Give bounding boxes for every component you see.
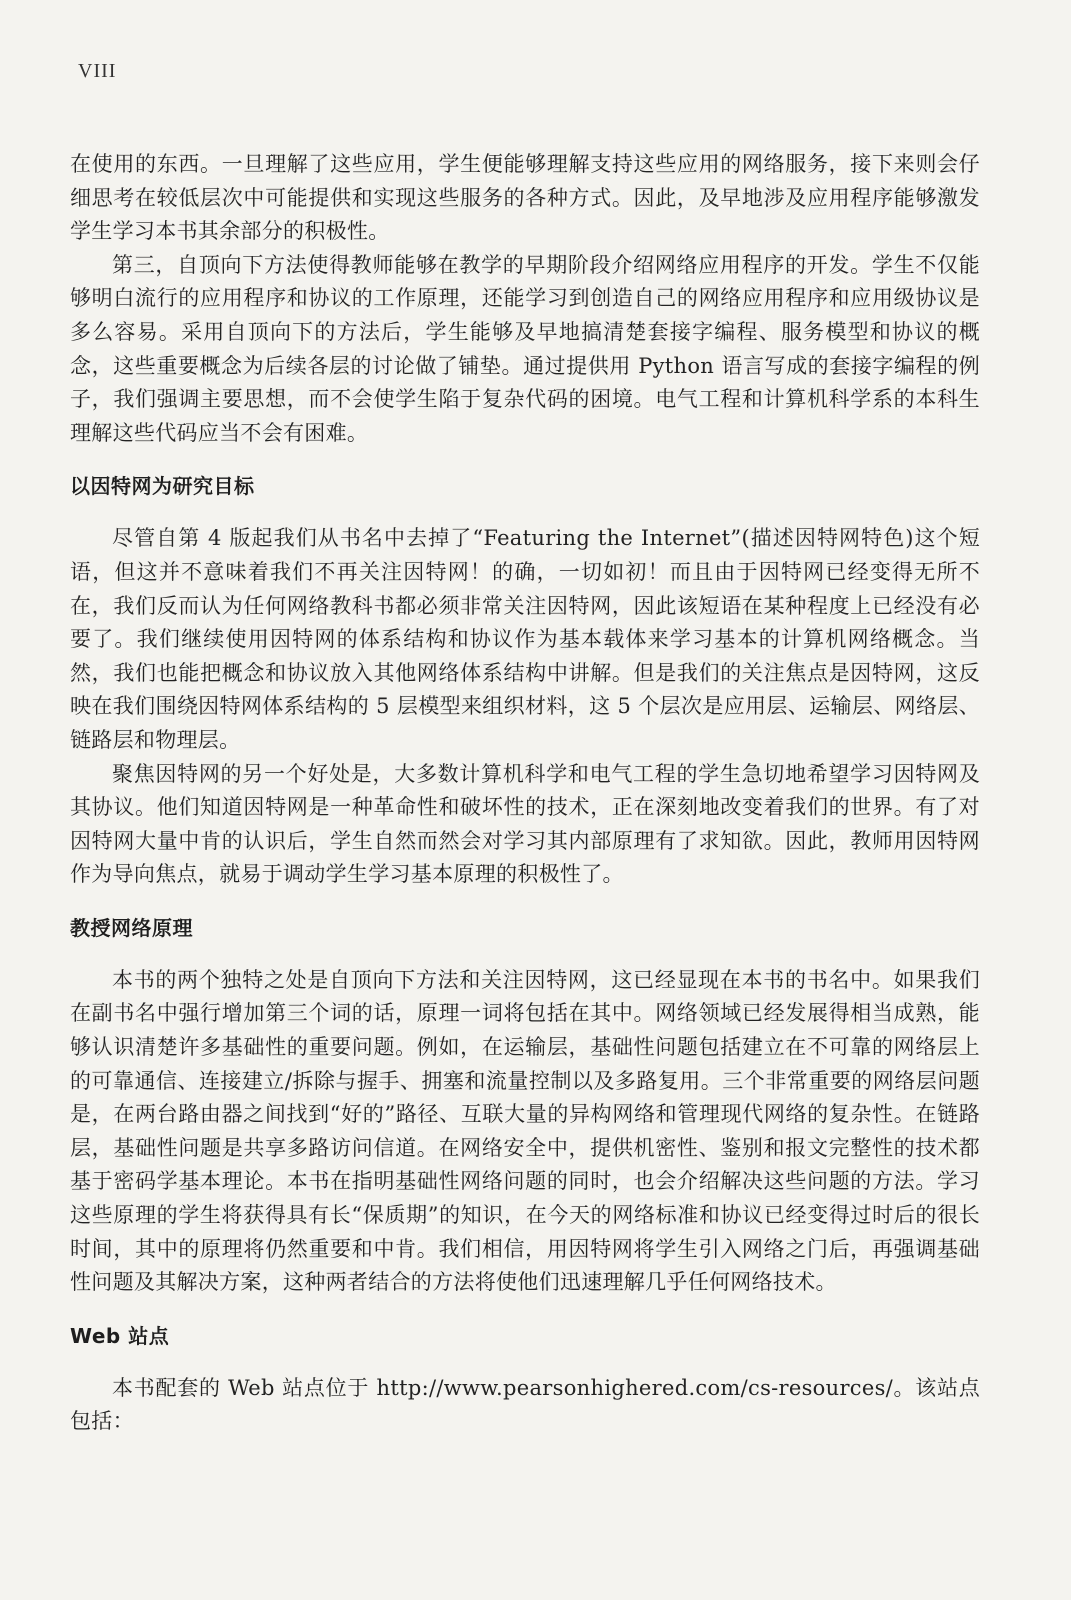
paragraph-intro-continuation: 在使用的东西。一旦理解了这些应用，学生便能够理解支持这些应用的网络服务，接下来则会仔细思考在较低层次中可能提供和实现这些服务的各种方式。因此，及早地涉及应用程序能够激发学生学习本书其余部分的积极性。 bbox=[70, 152, 980, 244]
paragraph-internet-focus-2: 聚焦因特网的另一个好处是，大多数计算机科学和电气工程的学生急切地希望学习因特网及其协议。他们知道因特网是一种革命性和破坏性的技术，正在深刻地改变着我们的世界。有了对因特网大量中肯的认识后，学生自然而然会对学习其内部原理有了求知欲。因此，教师用因特网作为导向焦点，就易于调动学生学习基本原理的积极性了。 bbox=[70, 761, 980, 887]
section-heading-web-site: Web 站点 bbox=[70, 1323, 170, 1348]
paragraph-network-principles: 本书的两个独特之处是自顶向下方法和关注因特网，这已经显现在本书的书名中。如果我们在副书名中强行增加第三个词的话，原理一词将包括在其中。网络领域已经发展得相当成熟，能够认识清楚许多基础性的重要问题。例如，在运输层，基础性问题包括建立在不可靠的网络层上的可靠通信、连接建立/拆除与握手、拥塞和流量控制以及多路复用。三个非常重要的网络层问题是，在两台路由器之间找到“好的”路径、互联大量的异构网络和管理现代网络的复杂性。在链路层，基础性问题是共享多路访问信道。在网络安全中，提供机密性、鉴别和报文完整性的技术都基于密码学基本理论。本书在指明基础性网络问题的同时，也会介绍解决这些问题的方法。学习这些原理的学生将获得具有长“保质期”的知识，在今天的网络标准和协议已经变得过时后的很长时间，其中的原理将仍然重要和中肯。我们相信，用因特网将学生引入网络之门后，再强调基础性问题及其解决方案，这种两者结合的方法将使他们迅速理解几乎任何网络技术。 bbox=[70, 967, 980, 1295]
section-heading-network-principles: 教授网络原理 bbox=[70, 915, 193, 940]
page-number: VIII bbox=[78, 60, 117, 82]
paragraph-web-site: 本书配套的 Web 站点位于 http://www.pearsonhighered.com/cs-resources/。该站点包括： bbox=[70, 1375, 980, 1434]
body-text bbox=[70, 148, 980, 1439]
section-heading-internet-focus: 以因特网为研究目标 bbox=[70, 474, 255, 499]
paragraph-top-down-development: 第三，自顶向下方法使得教师能够在教学的早期阶段介绍网络应用程序的开发。学生不仅能够明白流行的应用程序和协议的工作原理，还能学习到创造自己的网络应用程序和应用级协议是多么容易。采用自顶向下的方法后，学生能够及早地搞清楚套接字编程、服务模型和协议的概念，这些重要概念为后续各层的讨论做了铺垫。通过提供用 Python 语言写成的套接字编程的例子，我们强调主要思想，而不会使学生陷于复杂代码的困境。电气工程和计算机科学系的本科生理解这些代码应当不会有困难。 bbox=[70, 252, 980, 445]
paragraph-internet-focus-1: 尽管自第 4 版起我们从书名中去掉了“Featuring the Internet”(描述因特网特色)这个短语，但这并不意味着我们不再关注因特网！的确，一切如初！而且由于因特网已经变得无所不在，我们反而认为任何网络教科书都必须非常关注因特网，因此该短语在某种程度上已经没有必要了。我们继续使用因特网的体系结构和协议作为基本载体来学习基本的计算机网络概念。当然，我们也能把概念和协议放入其他网络体系结构中讲解。但是我们的关注焦点是因特网，这反映在我们围绕因特网体系结构的 5 层模型来组织材料，这 5 个层次是应用层、运输层、网络层、链路层和物理层。 bbox=[70, 526, 980, 752]
